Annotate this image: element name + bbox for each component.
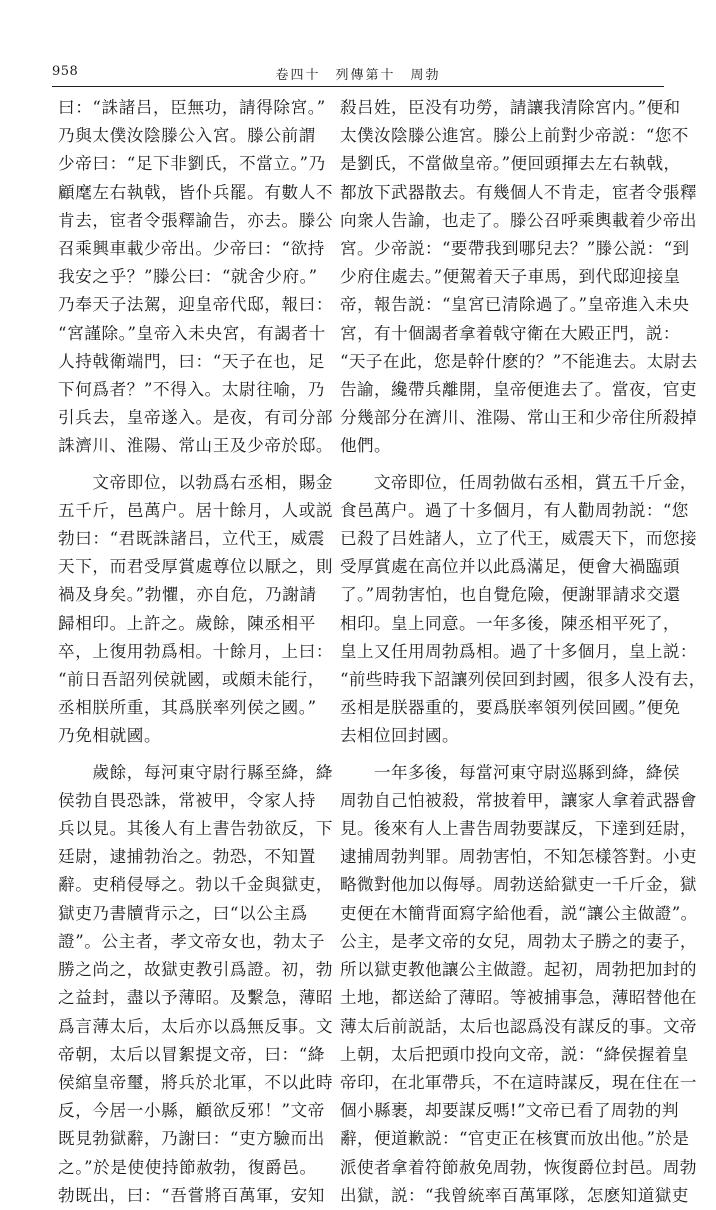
header-rule xyxy=(52,86,664,87)
classical-paragraph: 曰：“誅諸吕，臣無功，請得除宮。” 乃與太僕汝陰滕公入宮。滕公前謂 少帝曰：“足下非劉氏，不當立。”乃 顧麾左右執戟，皆仆兵罷。有數人不 肯去，宦者令張釋諭告，亦去。滕公 召乘興車載少帝出。少帝曰：“欲持 我安之乎？”滕公曰：“就舍少府。” 乃奉天子法駕，迎皇帝代邸，報曰： “宮謹除。”皇帝入未央宮，有謁者十 人持戟衛端門，曰：“天子在也，足 下何爲者？”不得入。太尉往喻，乃 引兵去，皇帝遂入。是夜，有司分部 誅濟川、淮陽、常山王及少帝於邸。 xyxy=(58,98,334,456)
page-header xyxy=(52,58,664,86)
translation-column xyxy=(340,94,706,1210)
translation-paragraph: 一年多後，每當河東守尉巡縣到絳，絳侯 周勃自己怕被殺，常披着甲，讓家人拿着武器會 見。後來有人上書告周勃要謀反，下達到廷尉， 逮捕周勃判罪。周勃害怕，不知怎樣答對。小吏 略微對他加以侮辱。周勃送給獄吏一千斤金，獄 吏便在木簡背面寫字給他看，説“讓公主做證”。 公主，是孝文帝的女兒，周勃太子勝之的妻子， 所以獄吏教他讓公主做證。起初，周勃把加封的 土地，都送給了薄昭。等被捕事急，薄昭替他在 薄太后前説話，太后也認爲没有謀反的事。文帝 上朝，太后把頭巾投向文帝，説：“絳侯握着皇 帝印，在北軍帶兵，不在這時謀反，現在住在一 個小縣裹，却要謀反嗎!”文帝已看了周勃的判 辭，便道歉説：“官吏正在核實而放出他。”於是 派使者拿着符節赦免周勃，恢復爵位封邑。周勃 出獄，説：“我曾統率百萬軍隊，怎麽知道獄吏 xyxy=(340,762,698,1205)
translation-paragraph: 文帝即位，任周勃做右丞相，賞五千斤金， 食邑萬户。過了十多個月，有人勸周勃説：“您 已殺了吕姓諸人，立了代王，威震天下，而您接 受厚賞處在高位并以此爲滿足，便會大禍臨頭 了。”周勃害怕，也自覺危險，便謝罪請求交還 相印。皇上同意。一年多後，陳丞相平死了， 皇上又任用周勃爲相。過了十多個月，皇上説： “前些時我下詔讓列侯回到封國，很多人没有去， 丞相是朕器重的，要爲朕率領列侯回國。”便免 去相位回封國。 xyxy=(340,472,706,746)
running-head: 卷四十 列傳第十 周勃 xyxy=(275,68,441,83)
page-number: 958 xyxy=(52,64,79,79)
classical-paragraph: 歲餘，每河東守尉行縣至絳，絳 侯勃自畏恐誅，常被甲，令家人持 兵以見。其後人有上書告勃欲反，下 廷尉，逮捕勃治之。勃恐，不知置 辭。吏稍侵辱之。勃以千金與獄吏， 獄吏乃書牘背示之，曰“以公主爲 證”。公主者，孝文帝女也，勃太子 勝之尚之，故獄吏教引爲證。初，勃 之益封，盡以予薄昭。及繫急，薄昭 爲言薄太后，太后亦以爲無反事。文 帝朝，太后以冒絮提文帝，曰：“絳 侯綰皇帝璽，將兵於北軍，不以此時 反，今居一小縣，顧欲反邪！”文帝 既見勃獄辭，乃謝曰：“吏方驗而出 之。”於是使使持節赦勃，復爵邑。 勃既出，曰：“吾嘗將百萬軍，安知 xyxy=(58,762,334,1205)
classical-text-column xyxy=(58,94,334,1210)
translation-paragraph: 殺吕姓，臣没有功勞，請讓我清除宮内。”便和 太僕汝陰滕公進宮。滕公上前對少帝説：“您不 是劉氏，不當做皇帝。”便回頭揮去左右執戟， 都放下武器散去。有幾個人不肯走，宦者令張釋 向衆人告諭，也走了。滕公召呼乘輿載着少帝出 宮。少帝説：“要帶我到哪兒去？”滕公説：“到 少府住處去。”便駕着天子車馬，到代邸迎接皇 帝，報告説：“皇宮已清除過了。”皇帝進入未央 宮，有十個謁者拿着戟守衛在大殿正門，説： “天子在此，您是幹什麽的？”不能進去。太尉去 告諭，纔帶兵離開，皇帝便進去了。當夜，官吏 分幾部分在濟川、淮陽、常山王和少帝住所殺掉 他們。 xyxy=(340,98,698,456)
classical-paragraph: 文帝即位，以勃爲右丞相，賜金 五千斤，邑萬户。居十餘月，人或説 勃曰：“君既誅諸吕，立代王，威震 天下，而君受厚賞處尊位以厭之，則 禍及身矣。”勃懼，亦自危，乃謝請 歸相印。上許之。歲餘，陳丞相平 卒，上復用勃爲相。十餘月，上曰： “前日吾詔列侯就國，或頗未能行， 丞相朕所重，其爲朕率列侯之國。” 乃免相就國。 xyxy=(58,472,334,746)
